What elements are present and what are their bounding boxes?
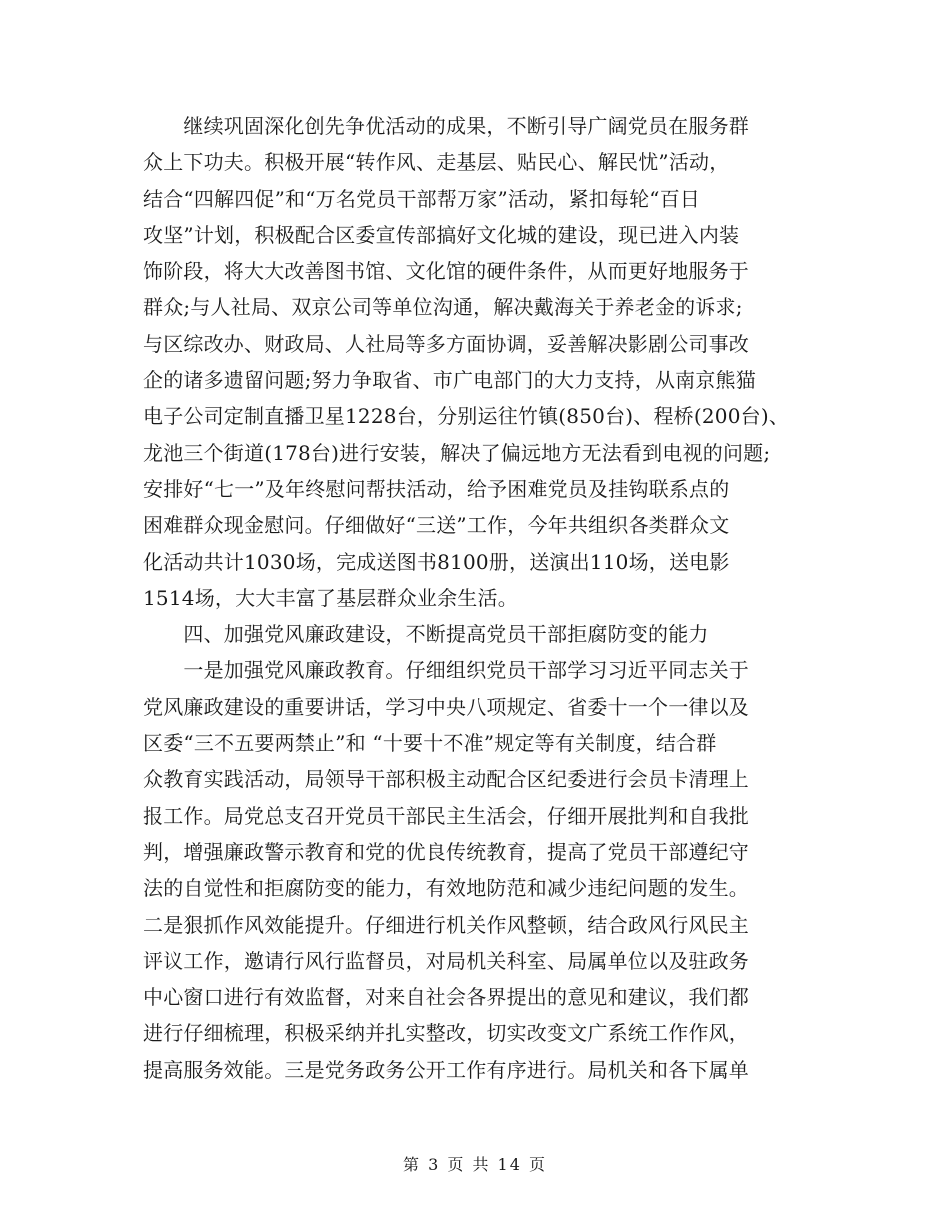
text-line: 攻坚”计划，积极配合区委宣传部搞好文化城的建设，现已进入内装 [143, 222, 740, 247]
text-line: 提高服务效能。三是党务政务公开工作有序进行。局机关和各下属单 [143, 1057, 749, 1082]
text-line: 安排好“七一”及年终慰问帮扶活动，给予困难党员及挂钩联系点的 [143, 476, 730, 501]
text-line: 继续巩固深化创先争优活动的成果，不断引导广阔党员在服务群 [143, 114, 749, 138]
text-line: 中心窗口进行有效监督，对来自社会各界提出的意见和建议，我们都 [143, 985, 749, 1010]
text-line: 众教育实践活动，局领导干部积极主动配合区纪委进行会员卡清理上 [143, 767, 749, 792]
text-line: 区委“三不五要两禁止”和 “十要十不准”规定等有关制度，结合群 [143, 731, 717, 756]
document-body [143, 108, 833, 1088]
text-line: 党风廉政建设的重要讲话，学习中央八项规定、省委十一个一律以及 [143, 694, 749, 719]
text-line: 龙池三个街道(178台)进行安装，解决了偏远地方无法看到电视的问题; [143, 440, 771, 465]
text-line: 一是加强党风廉政教育。仔细组织党员干部学习习近平同志关于 [143, 658, 749, 683]
text-line: 1514场，大大丰富了基层群众业余生活。 [143, 585, 518, 610]
text-line: 电子公司定制直播卫星1228台，分别运往竹镇(850台)、程桥(200台)、 [143, 404, 790, 429]
text-line: 二是狠抓作风效能提升。仔细进行机关作风整顿，结合政风行风民主 [143, 912, 749, 937]
text-line: 判，增强廉政警示教育和党的优良传统教育，提高了党员干部遵纪守 [143, 839, 749, 864]
text-line: 众上下功夫。积极开展“转作风、走基层、贴民心、解民忧”活动， [143, 150, 730, 175]
text-line: 报工作。局党总支召开党员干部民主生活会，仔细开展批判和自我批 [143, 803, 749, 828]
text-line: 评议工作，邀请行风行监督员，对局机关科室、局属单位以及驻政务 [143, 948, 749, 973]
page-number-footer: 第 3 页 共 14 页 [403, 1155, 547, 1174]
text-line: 饰阶段，将大大改善图书馆、文化馆的硬件条件，从而更好地服务于 [143, 259, 749, 284]
text-line: 化活动共计1030场，完成送图书8100册，送演出110场，送电影 [143, 549, 730, 574]
text-line: 进行仔细梳理，积极采纳并扎实整改，切实改变文广系统工作作风， [143, 1021, 749, 1046]
text-line: 结合“四解四促”和“万名党员干部帮万家”活动，紧扣每轮“百日 [143, 186, 701, 211]
text-line: 与区综改办、财政局、人社局等多方面协调，妥善解决影剧公司事改 [143, 331, 749, 356]
section-heading: 四、加强党风廉政建设，不断提高党员干部拒腐防变的能力 [143, 622, 709, 647]
text-line: 困难群众现金慰问。仔细做好“三送”工作，今年共组织各类群众文 [143, 513, 730, 538]
text-line: 企的诸多遗留问题;努力争取省、市广电部门的大力支持，从南京熊猫 [143, 368, 756, 393]
text-line: 群众;与人社局、双京公司等单位沟通，解决戴海关于养老金的诉求; [143, 295, 743, 320]
text-line: 法的自觉性和拒腐防变的能力，有效地防范和减少违纪问题的发生。 [143, 876, 749, 901]
